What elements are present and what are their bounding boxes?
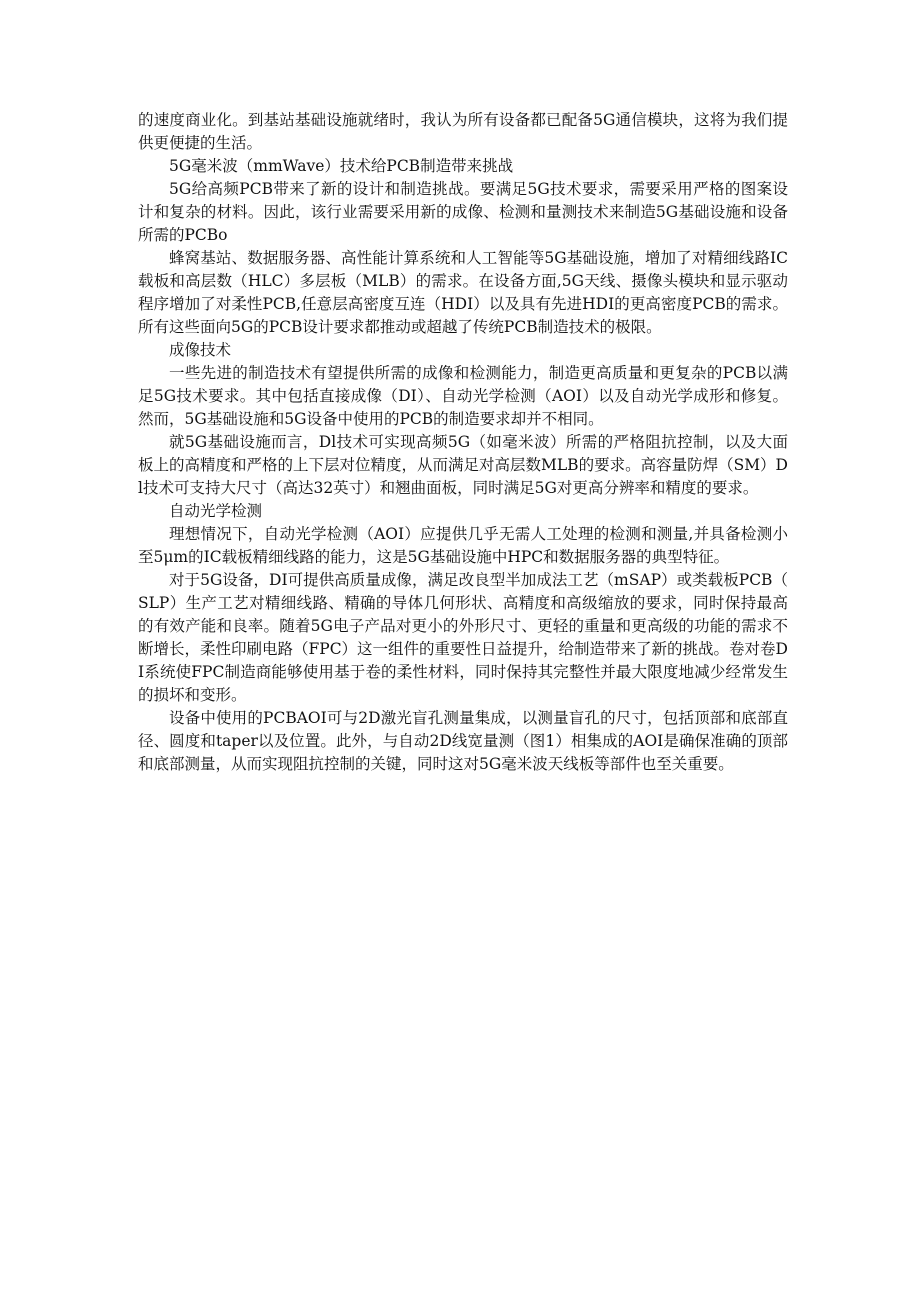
section-heading-imaging: 成像技术 [169, 341, 232, 359]
paragraph-imaging-tech: 一些先进的制造技术有望提供所需的成像和检测能力，制造更高质量和更复杂的PCB以满足5G技术要求。其中包括直接成像（DI）、自动光学检测（AOI）以及自动光学成形和修复。然而，5G基础设施和5G设备中使用的PCB的制造要求却并不相同。 [138, 364, 788, 428]
paragraph-5g-infrastructure: 蜂窝基站、数据服务器、高性能计算系统和人工智能等5G基础设施，增加了对精细线路IC载板和高层数（HLC）多层板（MLB）的需求。在设备方面,5G天线、摄像头模块和显示驱动程序增加了对柔性PCB,任意层高密度互连（HDI）以及具有先进HDI的更高密度PCB的需求。所有这些面向5G的PCB设计要求都推动或超越了传统PCB制造技术的极限。 [138, 249, 788, 336]
paragraph-aoi-ideal: 理想情况下，自动光学检测（AOI）应提供几乎无需人工处理的检测和测量,并具备检测小至5μm的IC载板精细线路的能力，这是5G基础设施中HPC和数据服务器的典型特征。 [138, 525, 788, 566]
paragraph-5g-challenges: 5G给高频PCB带来了新的设计和制造挑战。要满足5G技术要求，需要采用严格的图案设计和复杂的材料。因此，该行业需要采用新的成像、检测和量测技术来制造5G基础设施和设备所需的PCBo [138, 180, 788, 244]
paragraph-di-infrastructure: 就5G基础设施而言，Dl技术可实现高频5G（如毫米波）所需的严格阻抗控制，以及大面板上的高精度和严格的上下层对位精度，从而满足对高层数MLB的要求。高容量防焊（SM）Dl技术可支持大尺寸（高达32英寸）和翘曲面板，同时满足5G对更高分辨率和精度的要求。 [138, 433, 788, 497]
section-heading-mmwave: 5G毫米波（mmWave）技术给PCB制造带来挑战 [169, 157, 514, 175]
paragraph-di-devices: 对于5G设备，DI可提供高质量成像，满足改良型半加成法工艺（mSAP）或类载板PCB（SLP）生产工艺对精细线路、精确的导体几何形状、高精度和高级缩放的要求，同时保持最高的有效产能和良率。随着5G电子产品对更小的外形尺寸、更轻的重量和更高级的功能的需求不断增长，柔性印刷电路（FPC）这一组件的重要性日益提升，给制造带来了新的挑战。卷对卷DI系统使FPC制造商能够使用基于卷的柔性材料，同时保持其完整性并最大限度地减少经常发生的损坏和变形。 [138, 571, 788, 704]
paragraph-pcb-aoi: 设备中使用的PCBAOI可与2D激光盲孔测量集成，以测量盲孔的尺寸，包括顶部和底部直径、圆度和taper以及位置。此外，与自动2D线宽量测（图1）相集成的AOI是确保准确的顶部和底部测量，从而实现阻抗控制的关键，同时这对5G毫米波天线板等部件也至关重要。 [138, 709, 788, 773]
document-page [138, 109, 788, 776]
section-heading-aoi: 自动光学检测 [169, 502, 263, 520]
paragraph-continuation: 的速度商业化。到基站基础设施就绪时，我认为所有设备都已配备5G通信模块，这将为我们提供更便捷的生活。 [138, 111, 788, 152]
